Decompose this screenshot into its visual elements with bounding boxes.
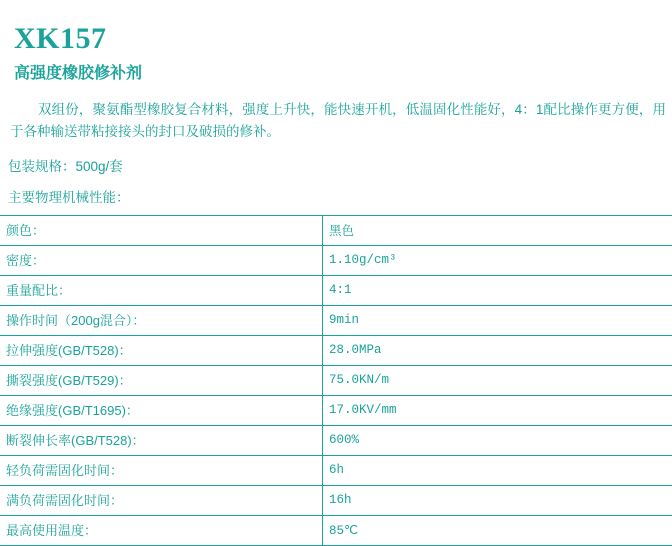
property-value: 17.0KV/mm xyxy=(323,395,672,425)
properties-table xyxy=(0,215,672,546)
property-value: 85℃ xyxy=(323,515,672,545)
property-name: 绝缘强度(GB/T1695)： xyxy=(0,395,323,425)
table-row xyxy=(0,455,672,485)
table-row xyxy=(0,515,672,545)
property-name: 轻负荷需固化时间： xyxy=(0,455,323,485)
table-row xyxy=(0,425,672,455)
page-subtitle: 高强度橡胶修补剂 xyxy=(0,55,672,83)
property-value: 75.0KN/m xyxy=(323,365,672,395)
property-name: 拉伸强度(GB/T528)： xyxy=(0,335,323,365)
property-value: 黑色 xyxy=(323,215,672,245)
product-description: 双组份，聚氨酯型橡胶复合材料，强度上升快，能快速开机，低温固化性能好，4：1配比操作更方便，用于各种输送带粘接接头的封口及破损的修补。 xyxy=(0,83,672,144)
properties-heading: 主要物理机械性能： xyxy=(0,177,672,215)
table-row xyxy=(0,215,672,245)
property-value: 16h xyxy=(323,485,672,515)
table-row xyxy=(0,365,672,395)
packaging-spec: 包装规格：500g/套 xyxy=(0,144,672,177)
page-title: XK157 xyxy=(0,0,672,55)
property-name: 密度： xyxy=(0,245,323,275)
property-value: 28.0MPa xyxy=(323,335,672,365)
table-row xyxy=(0,305,672,335)
table-row xyxy=(0,245,672,275)
property-value: 9min xyxy=(323,305,672,335)
property-value: 4:1 xyxy=(323,275,672,305)
property-value: 1.10g/cm³ xyxy=(323,245,672,275)
property-name: 重量配比： xyxy=(0,275,323,305)
property-name: 颜色： xyxy=(0,215,323,245)
property-name: 操作时间（200g混合）： xyxy=(0,305,323,335)
table-row xyxy=(0,395,672,425)
property-name: 撕裂强度(GB/T529)： xyxy=(0,365,323,395)
table-row xyxy=(0,275,672,305)
property-name: 满负荷需固化时间： xyxy=(0,485,323,515)
property-value: 6h xyxy=(323,455,672,485)
property-name: 最高使用温度： xyxy=(0,515,323,545)
property-value: 600% xyxy=(323,425,672,455)
property-name: 断裂伸长率(GB/T528)： xyxy=(0,425,323,455)
table-row xyxy=(0,485,672,515)
table-row xyxy=(0,335,672,365)
